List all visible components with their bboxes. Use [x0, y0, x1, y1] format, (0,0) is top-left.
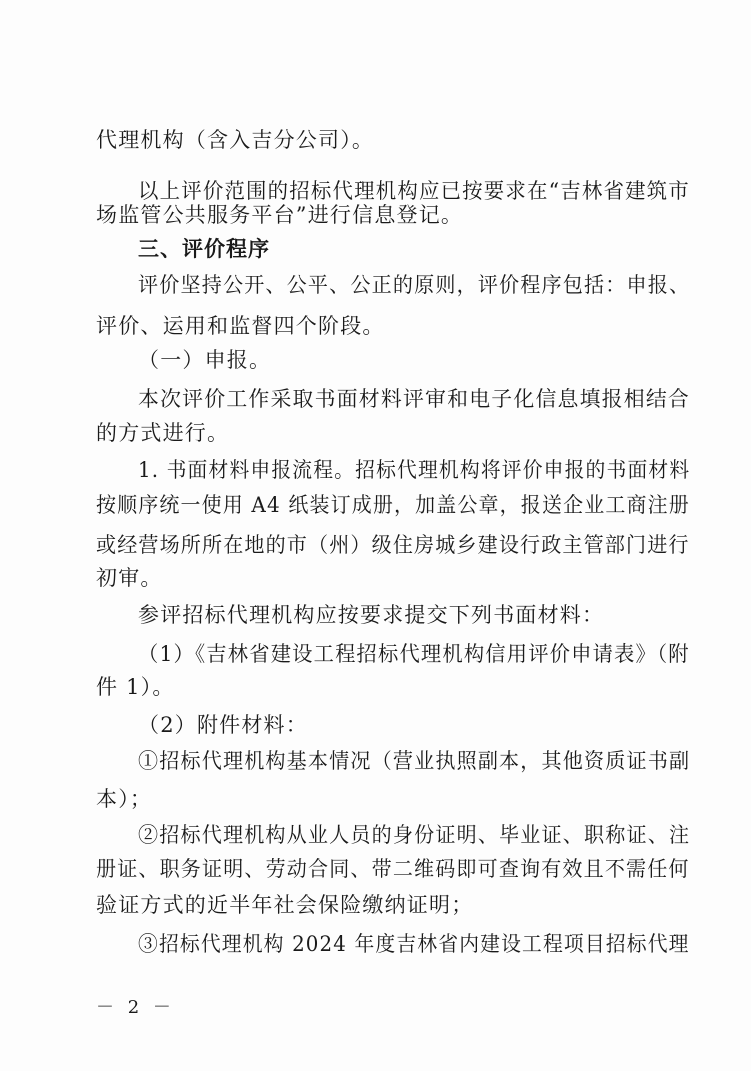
- section-heading: 三、评价程序: [138, 237, 270, 261]
- text-line: ②招标代理机构从业人员的身份证明、毕业证、职称证、注: [138, 823, 691, 847]
- page-number: － 2 －: [96, 997, 175, 1018]
- text-line: （2）附件材料：: [138, 713, 308, 737]
- text-line: ③招标代理机构 2024 年度吉林省内建设工程项目招标代理: [138, 932, 690, 956]
- text-line: 场监管公共服务平台”进行信息登记。: [96, 203, 464, 227]
- text-line: 按顺序统一使用 A4 纸装订成册，加盖公章，报送企业工商注册: [96, 493, 690, 517]
- text-line: 或经营场所所在地的市（州）级住房城乡建设行政主管部门进行: [96, 533, 690, 557]
- text-line: 初审。: [96, 566, 163, 590]
- text-line: 本）；: [96, 787, 153, 811]
- text-line: 参评招标代理机构应按要求提交下列书面材料：: [138, 603, 605, 627]
- text-line: ①招标代理机构基本情况（营业执照副本，其他资质证书副: [138, 749, 691, 773]
- text-line: （1）《吉林省建设工程招标代理机构信用评价申请表》（附: [138, 642, 690, 666]
- text-line: 验证方式的近半年社会保险缴纳证明；: [96, 893, 474, 917]
- text-line: 件 1）。: [96, 675, 175, 699]
- text-line: 评价、运用和监督四个阶段。: [96, 314, 385, 338]
- text-line: 评价坚持公开、公平、公正的原则，评价程序包括：申报、: [138, 273, 691, 297]
- text-line: 的方式进行。: [96, 421, 230, 445]
- text-line: 本次评价工作采取书面材料评审和电子化信息填报相结合: [138, 387, 691, 411]
- text-line: 1. 书面材料申报流程。招标代理机构将评价申报的书面材料: [138, 458, 691, 482]
- text-line: 以上评价范围的招标代理机构应已按要求在“吉林省建筑市: [138, 179, 690, 203]
- text-line: 册证、职务证明、劳动合同、带二维码即可查询有效且不需任何: [96, 857, 690, 881]
- subsection-heading: （一）申报。: [138, 348, 272, 372]
- text-line: 代理机构（含入吉分公司）。: [96, 128, 375, 152]
